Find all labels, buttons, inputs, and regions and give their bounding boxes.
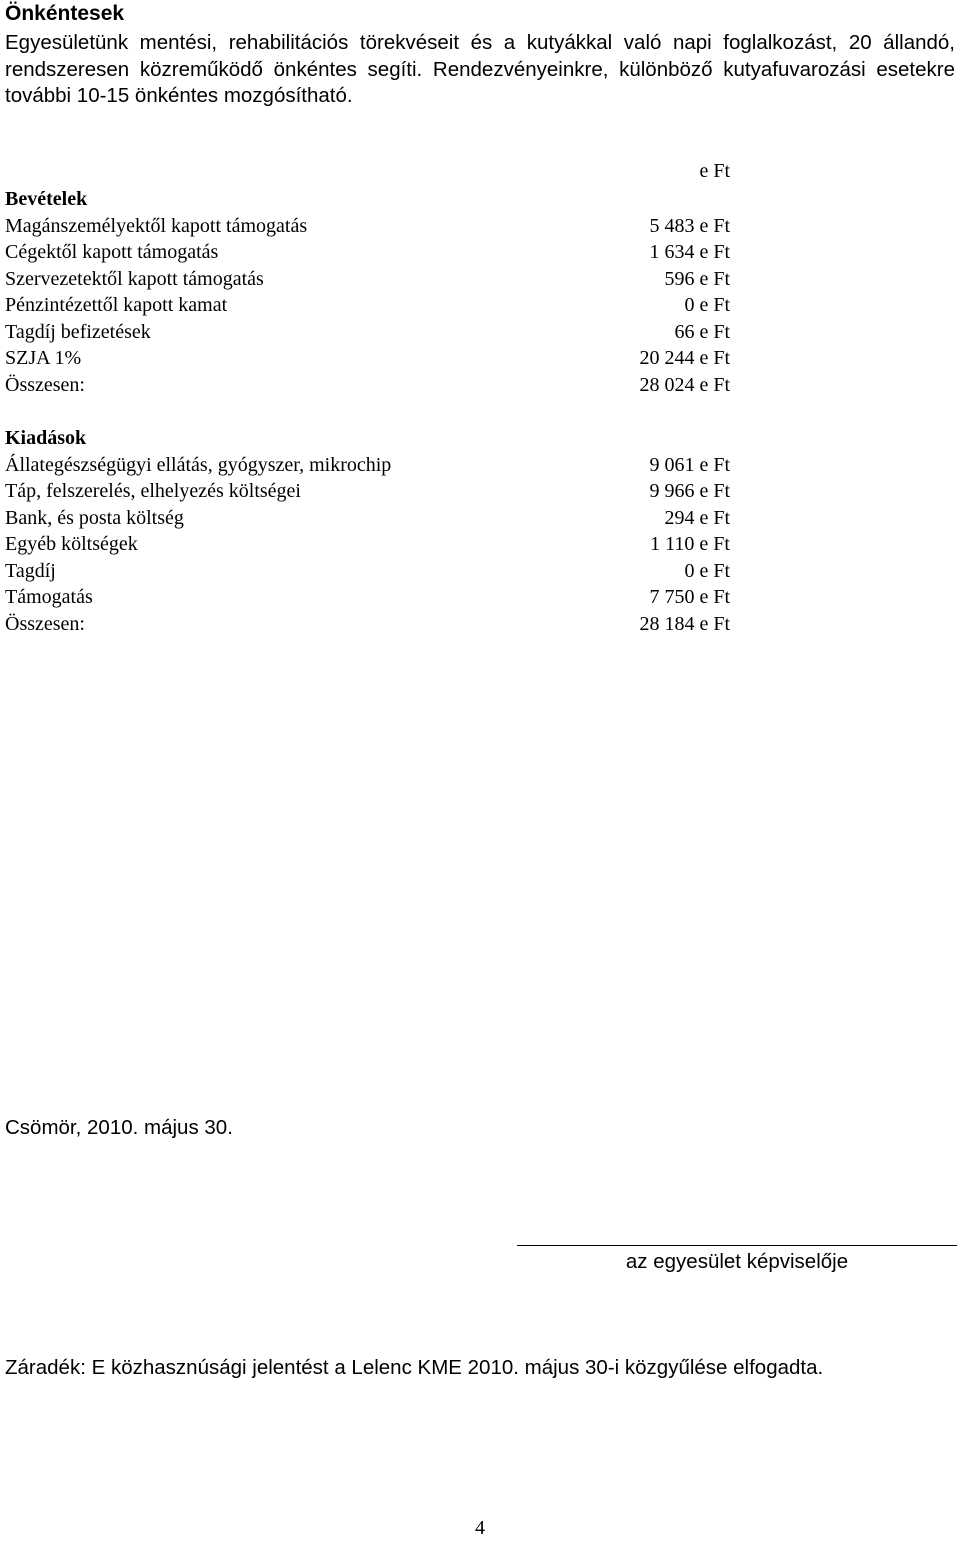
row-label: Tagdíj befizetések [5,320,151,343]
row-label: SZJA 1% [5,347,82,369]
table-row [5,292,730,319]
table-row [5,584,730,611]
row-label: Magánszemélyektől kapott támogatás [5,214,308,237]
approval-clause: Záradék: E közhasznúsági jelentést a Lelenc KME 2010. május 30-i közgyűlése elfogadta. [5,1356,824,1379]
expenses-heading-label: Kiadások [5,427,87,449]
expenses-total-row [5,611,730,638]
expenses-heading [5,425,730,452]
table-row [5,319,730,346]
signature-label: az egyesület képviselője [625,1250,849,1273]
row-label: Állategészségügyi ellátás, gyógyszer, mikrochip [5,453,392,476]
signature-line [517,1245,957,1246]
table-row [5,452,730,479]
row-value: 596 e Ft [664,267,730,290]
place-date: Csömör, 2010. május 30. [5,1116,233,1139]
row-value: 9 061 e Ft [649,453,730,476]
row-value: 7 750 e Ft [649,586,730,608]
row-value: 294 e Ft [664,506,730,529]
table-row [5,478,730,505]
intro-paragraph: Egyesületünk mentési, rehabilitációs törekvéseit és a kutyákkal való napi foglalkozást, 20 állandó, rendszeresen közreműködő önkéntes segíti. Rendezvényeinkre, különböző kutyafuvarozási esetekre további 10-15 önkéntes mozgósítható. [5,31,955,107]
row-value: 1 110 e Ft [650,533,730,555]
income-heading-label: Bevételek [5,188,88,210]
table-row [5,239,730,266]
row-value: 1 634 e Ft [649,241,730,263]
row-label: Táp, felszerelés, elhelyezés költségei [5,480,301,502]
section-title: Önkéntesek [5,2,125,25]
row-label: Tagdíj [5,559,56,582]
page-number: 4 [475,1517,485,1539]
table-row [5,345,730,372]
row-label: Egyéb költségek [5,533,138,555]
row-label: Összesen: [5,612,85,635]
income-table [5,186,730,398]
row-label: Pénzintézettől kapott kamat [5,294,228,316]
row-label: Bank, és posta költség [5,506,184,529]
table-row [5,505,730,532]
row-value: 28 024 e Ft [639,373,730,396]
row-label: Szervezetektől kapott támogatás [5,267,264,290]
income-total-row [5,372,730,399]
unit-header: e Ft [699,160,730,182]
row-label: Összesen: [5,373,85,396]
row-value: 28 184 e Ft [639,612,730,635]
row-value: 0 e Ft [684,559,730,582]
row-label: Támogatás [5,586,93,608]
table-row [5,266,730,293]
row-label: Cégektől kapott támogatás [5,241,219,263]
row-value: 0 e Ft [684,294,730,316]
table-row [5,213,730,240]
table-row [5,531,730,558]
row-value: 20 244 e Ft [639,347,730,369]
expenses-table [5,425,730,637]
table-row [5,558,730,585]
row-value: 9 966 e Ft [649,480,730,502]
row-value: 66 e Ft [674,320,730,343]
income-heading [5,186,730,213]
row-value: 5 483 e Ft [649,214,730,237]
